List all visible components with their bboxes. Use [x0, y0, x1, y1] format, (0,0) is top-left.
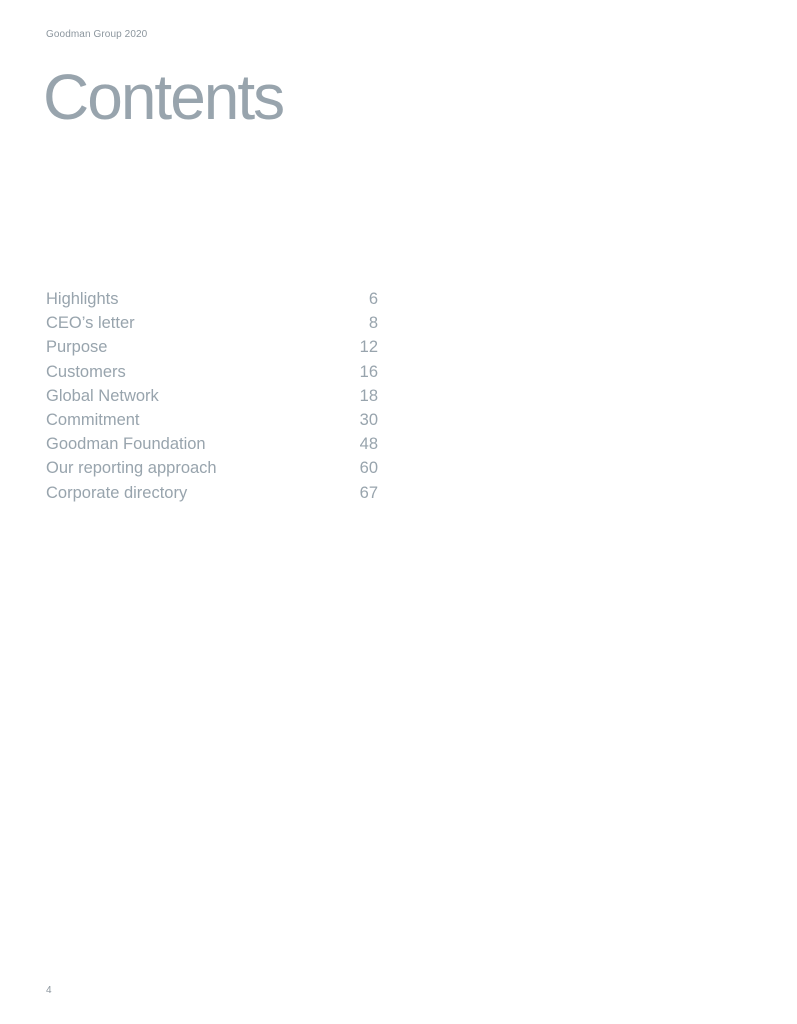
- toc-item-page: 48: [359, 435, 378, 454]
- toc-item-purpose[interactable]: [46, 338, 378, 362]
- toc-item-ceos-letter[interactable]: [46, 314, 378, 338]
- toc-item-reporting-approach[interactable]: [46, 459, 378, 483]
- toc-item-commitment[interactable]: [46, 411, 378, 435]
- toc-item-page: 67: [359, 483, 378, 502]
- page-number: 4: [46, 985, 52, 996]
- toc-item-label: Global Network: [46, 386, 159, 405]
- page-title: Contents: [43, 61, 284, 133]
- toc-item-label: Commitment: [46, 410, 140, 429]
- toc-item-customers[interactable]: [46, 363, 378, 387]
- toc-item-page: 6: [368, 290, 378, 308]
- toc-item-label: Corporate directory: [46, 483, 188, 502]
- toc-item-label: Customers: [46, 362, 126, 381]
- toc-item-global-network[interactable]: [46, 387, 378, 411]
- running-header: Goodman Group 2020: [46, 29, 148, 40]
- toc-item-label: Highlights: [46, 290, 119, 308]
- toc-item-page: 16: [359, 362, 378, 381]
- toc-item-page: 30: [359, 410, 378, 429]
- table-of-contents: [46, 290, 378, 508]
- toc-item-page: 18: [359, 386, 378, 405]
- toc-item-page: 60: [359, 459, 378, 478]
- toc-item-label: Our reporting approach: [46, 459, 217, 478]
- toc-item-label: Goodman Foundation: [46, 435, 206, 454]
- toc-item-page: 8: [368, 314, 378, 333]
- toc-item-label: Purpose: [46, 338, 108, 357]
- toc-item-corporate-directory[interactable]: [46, 484, 378, 508]
- toc-item-label: CEO’s letter: [46, 314, 135, 333]
- toc-item-highlights[interactable]: [46, 290, 378, 314]
- toc-item-goodman-foundation[interactable]: [46, 435, 378, 459]
- toc-item-page: 12: [359, 338, 378, 357]
